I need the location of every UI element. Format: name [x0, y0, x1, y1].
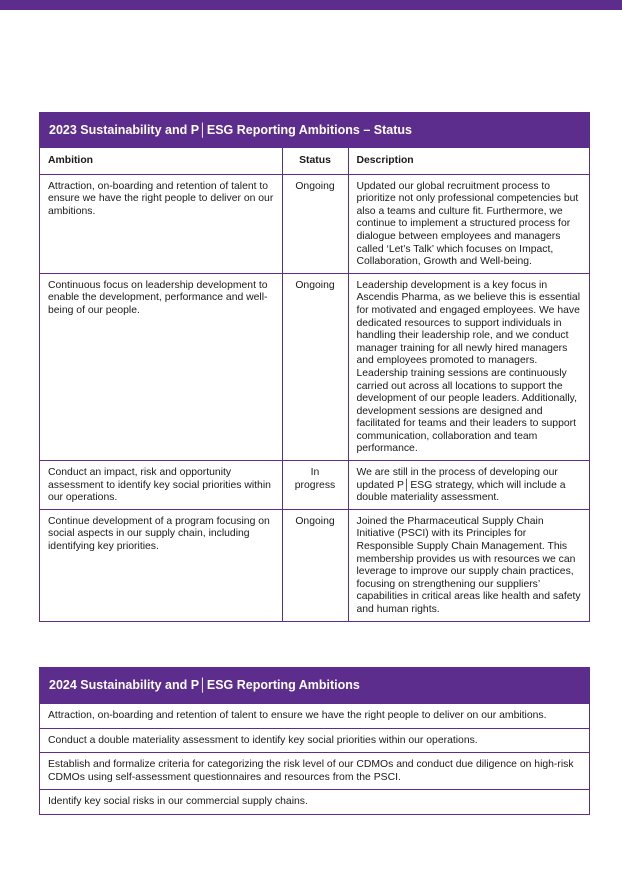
header-description: Description [348, 148, 589, 174]
header-ambition: Ambition [40, 148, 282, 174]
table-row [40, 273, 589, 460]
ambitions-2023-grid [40, 148, 589, 621]
ambitions-2023-title: 2023 Sustainability and P│ESG Reporting Ambitions – Status [40, 113, 589, 148]
ambitions-2023-table [39, 112, 590, 622]
status-cell: Ongoing [282, 174, 348, 273]
description-cell: Updated our global recruitment process to prioritize not only professional competencies but also a teams and culture fit. Furthermore, we continue to implement a structured process for dialogue between employees and managers called ‘Let’s Talk’ which focuses on Impact, Collaboration, Growth and Well-being. [348, 174, 589, 273]
description-cell: Joined the Pharmaceutical Supply Chain Initiative (PSCI) with its Principles for Responsible Supply Chain Management. This membership provides us with resources we can leverage to improve our supply chain practices, focusing on strengthening our suppliers’ capabilities in critical areas like health and safety and human rights. [348, 509, 589, 620]
list-item: Attraction, on-boarding and retention of talent to ensure we have the right people to deliver on our ambitions. [40, 703, 589, 728]
table-row [40, 509, 589, 620]
table-row [40, 461, 589, 510]
description-cell: We are still in the process of developing our updated P│ESG strategy, which will include a double materiality assessment. [348, 461, 589, 510]
description-cell: Leadership development is a key focus in Ascendis Pharma, as we believe this is essential for motivated and engaged employees. We have dedicated resources to support individuals in handling their leadership role, and we conduct manager training for all newly hired managers and employees promoted to managers. Leadership training sessions are continuously carried out across all locations to support the development of our people leaders. Additionally, development sessions are designed and facilitated for teams and their leaders to support communication, collaboration and team performance. [348, 273, 589, 460]
ambition-cell: Continue development of a program focusing on social aspects in our supply chain, including identifying key priorities. [40, 509, 282, 620]
ambition-cell: Continuous focus on leadership development to enable the development, performance and well-being of our people. [40, 273, 282, 460]
status-cell: In progress [282, 461, 348, 510]
ambition-cell: Conduct an impact, risk and opportunity assessment to identify key social priorities within our operations. [40, 461, 282, 510]
table-row [40, 174, 589, 273]
ambitions-2024-title: 2024 Sustainability and P│ESG Reporting Ambitions [40, 668, 589, 703]
status-cell: Ongoing [282, 273, 348, 460]
top-accent-bar [0, 0, 622, 10]
list-item: Establish and formalize criteria for categorizing the risk level of our CDMOs and conduct due diligence on high-risk CDMOs using self-assessment questionnaires and resources from the PSCI. [40, 752, 589, 789]
ambition-cell: Attraction, on-boarding and retention of talent to ensure we have the right people to deliver on our ambitions. [40, 174, 282, 273]
ambitions-2024-table [39, 667, 590, 815]
list-item: Conduct a double materiality assessment to identify key social priorities within our operations. [40, 728, 589, 753]
header-row [40, 148, 589, 174]
status-cell: Ongoing [282, 509, 348, 620]
header-status: Status [282, 148, 348, 174]
list-item: Identify key social risks in our commercial supply chains. [40, 789, 589, 814]
